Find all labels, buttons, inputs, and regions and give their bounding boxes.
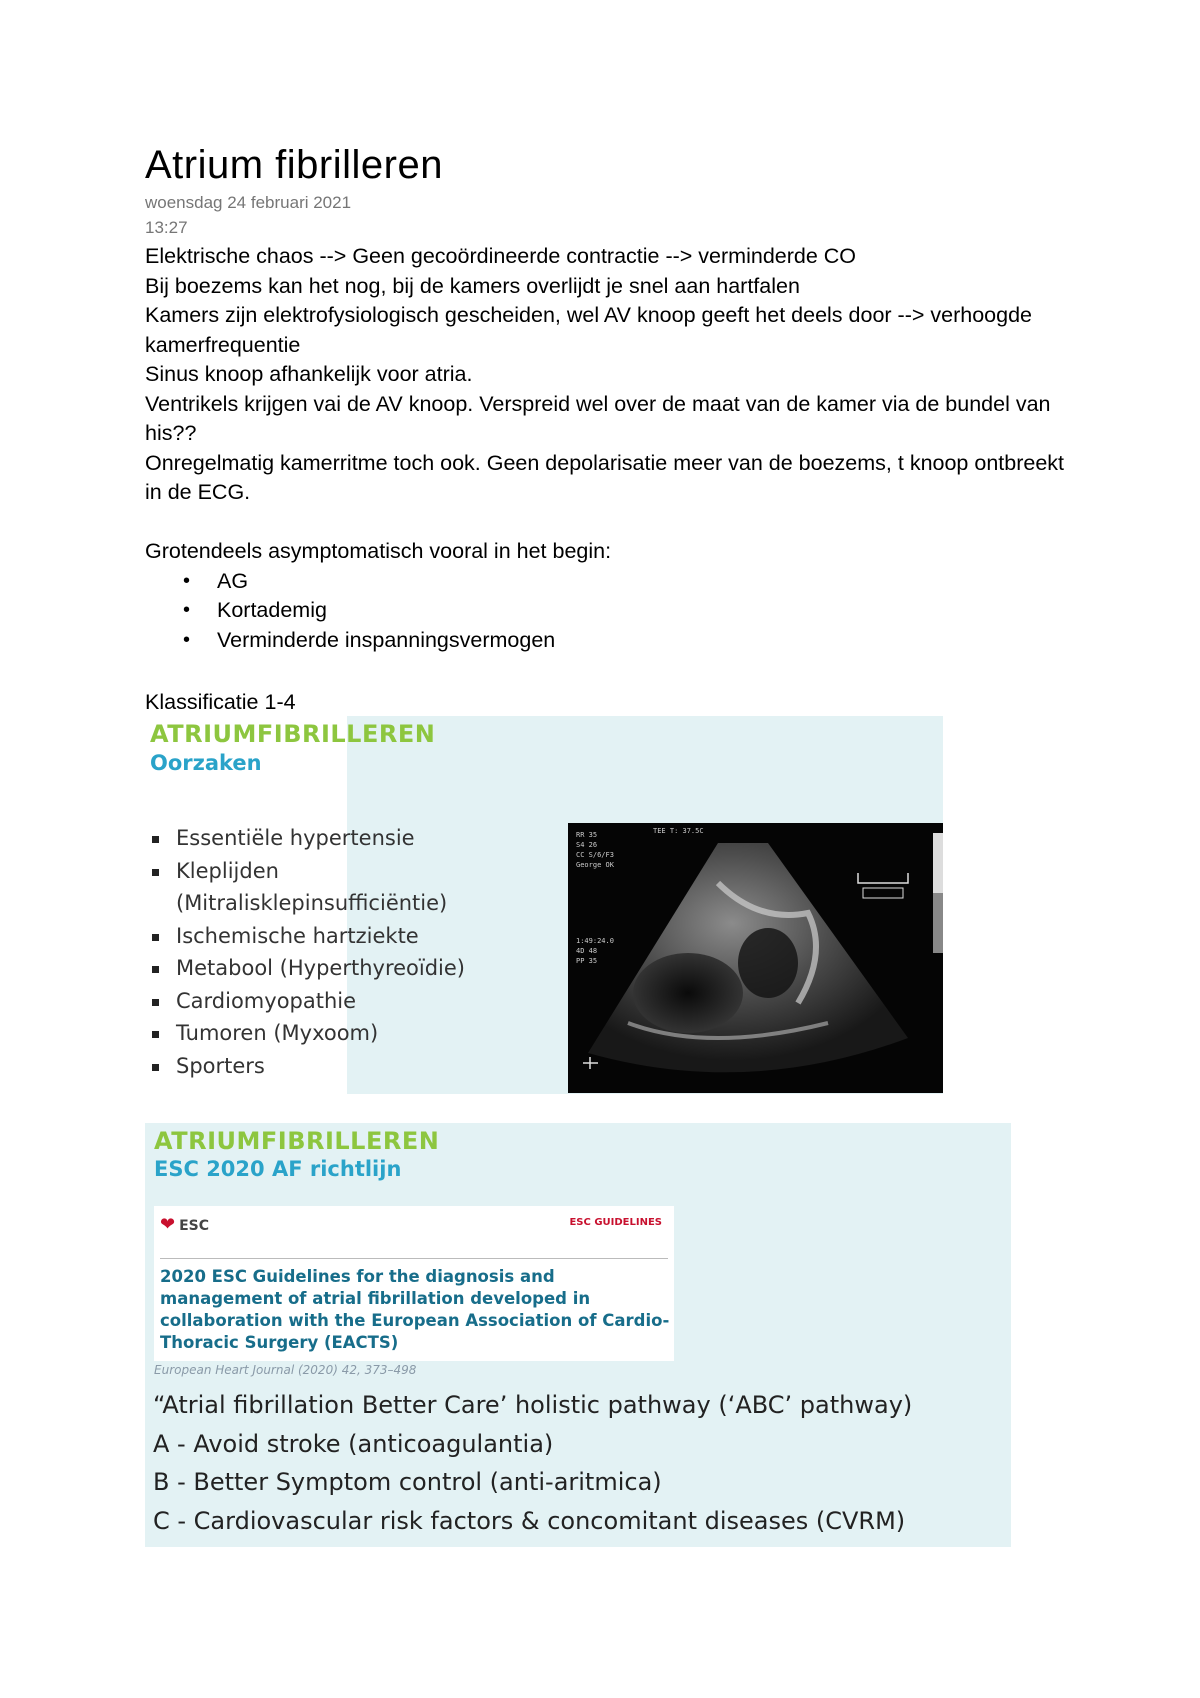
bullet-icon: • <box>183 599 191 621</box>
echocardiogram-image <box>568 823 943 1093</box>
bullet-icon: • <box>183 569 191 592</box>
heart-icon: ❤ <box>160 1214 176 1235</box>
paragraph: Onregelmatig kamerritme toch ook. Geen depolarisatie meer van de boezems, t knoop ontbreekt in de ECG. <box>145 450 1065 504</box>
bullet-icon: • <box>183 628 191 651</box>
svg-text:George OK: George OK <box>576 861 614 869</box>
list-item-empty <box>150 1082 465 1094</box>
slide-subtitle: Oorzaken <box>150 751 262 775</box>
list-item: Ischemische hartziekte <box>150 920 465 953</box>
list-item: Sporters <box>150 1050 465 1083</box>
symptoms-intro: Grotendeels asymptomatisch vooral in het begin: <box>145 539 612 563</box>
list-item: Essentiële hypertensie <box>150 822 465 855</box>
svg-text:RR 35: RR 35 <box>576 831 598 839</box>
esc-logo <box>160 1214 209 1235</box>
paragraph: Bij boezems kan het nog, bij de kamers overlijdt je snel aan hartfalen <box>145 273 800 298</box>
svg-text:4D 48: 4D 48 <box>576 947 598 955</box>
list-item <box>145 596 1085 626</box>
slide-title: ATRIUMFIBRILLEREN <box>154 1127 440 1155</box>
guideline-paper-header <box>154 1206 674 1361</box>
slide-causes-image <box>145 716 943 1094</box>
svg-text:PP 35: PP 35 <box>576 957 598 965</box>
journal-citation: European Heart Journal (2020) 42, 373–498 <box>154 1363 417 1377</box>
svg-text:1:49:24.0: 1:49:24.0 <box>576 937 614 945</box>
abc-line: C - Cardiovascular risk factors & concomitant diseases (CVRM) <box>153 1506 906 1535</box>
paragraph: Kamers zijn elektrofysiologisch gescheiden, wel AV knoop geeft het deels door --> verhoogde kamerfrequentie <box>145 303 1032 357</box>
slide-subtitle: ESC 2020 AF richtlijn <box>154 1157 402 1181</box>
list-item: Kleplijden <box>150 855 465 888</box>
symptom-list <box>145 567 1085 656</box>
list-item-continuation: (Mitralisklepinsufficiëntie) <box>176 891 448 915</box>
blank-line <box>145 508 1085 538</box>
esc-guidelines-label: ESC GUIDELINES <box>569 1217 662 1228</box>
list-item-text: Verminderde inspanningsvermogen <box>217 627 556 652</box>
list-item: Cardiomyopathie <box>150 985 465 1018</box>
note-date: woensdag 24 februari 2021 <box>145 193 352 212</box>
abc-line: “Atrial fibrillation Better Care’ holistic pathway (‘ABC’ pathway) <box>153 1391 913 1419</box>
slide-title: ATRIUMFIBRILLEREN <box>150 720 436 748</box>
list-item-text: AG <box>217 568 249 593</box>
paragraph: Sinus knoop afhankelijk voor atria. <box>145 362 473 386</box>
paragraph: Ventrikels krijgen vai de AV knoop. Verspreid wel over de maat van de kamer via de bundel van his?? <box>145 391 1051 445</box>
list-item-text: Kortademig <box>217 598 327 622</box>
list-item: Metabool (Hyperthyreoïdie) <box>150 952 465 985</box>
slide-guideline-image <box>145 1123 1011 1547</box>
list-item <box>145 567 1085 597</box>
page-title: Atrium fibrilleren <box>145 143 443 187</box>
classification-heading: Klassificatie 1-4 <box>145 690 296 714</box>
svg-text:S4 26: S4 26 <box>576 841 598 849</box>
svg-text:CC S/6/F3: CC S/6/F3 <box>576 851 614 859</box>
paragraph: Elektrische chaos --> Geen gecoördineerde contractie --> verminderde CO <box>145 244 857 268</box>
abc-pathway <box>153 1386 912 1540</box>
list-item: Tumoren (Myxoom) <box>150 1017 465 1050</box>
note-body <box>145 242 1085 655</box>
abc-line: B - Better Symptom control (anti-aritmica) <box>153 1468 662 1496</box>
guideline-title: 2020 ESC Guidelines for the diagnosis and management of atrial fibrillation developed in collaboration with the European Association of Cardio-Thoracic Surgery (EACTS) <box>160 1267 670 1352</box>
causes-list <box>150 822 465 1094</box>
note-time: 13:27 <box>145 218 188 237</box>
abc-line: A - Avoid stroke (anticoagulantia) <box>153 1429 554 1458</box>
esc-logo-text: ESC <box>179 1218 210 1234</box>
svg-text:TEE T: 37.5C: TEE T: 37.5C <box>653 827 704 835</box>
divider <box>160 1258 668 1259</box>
list-item <box>145 626 1085 656</box>
